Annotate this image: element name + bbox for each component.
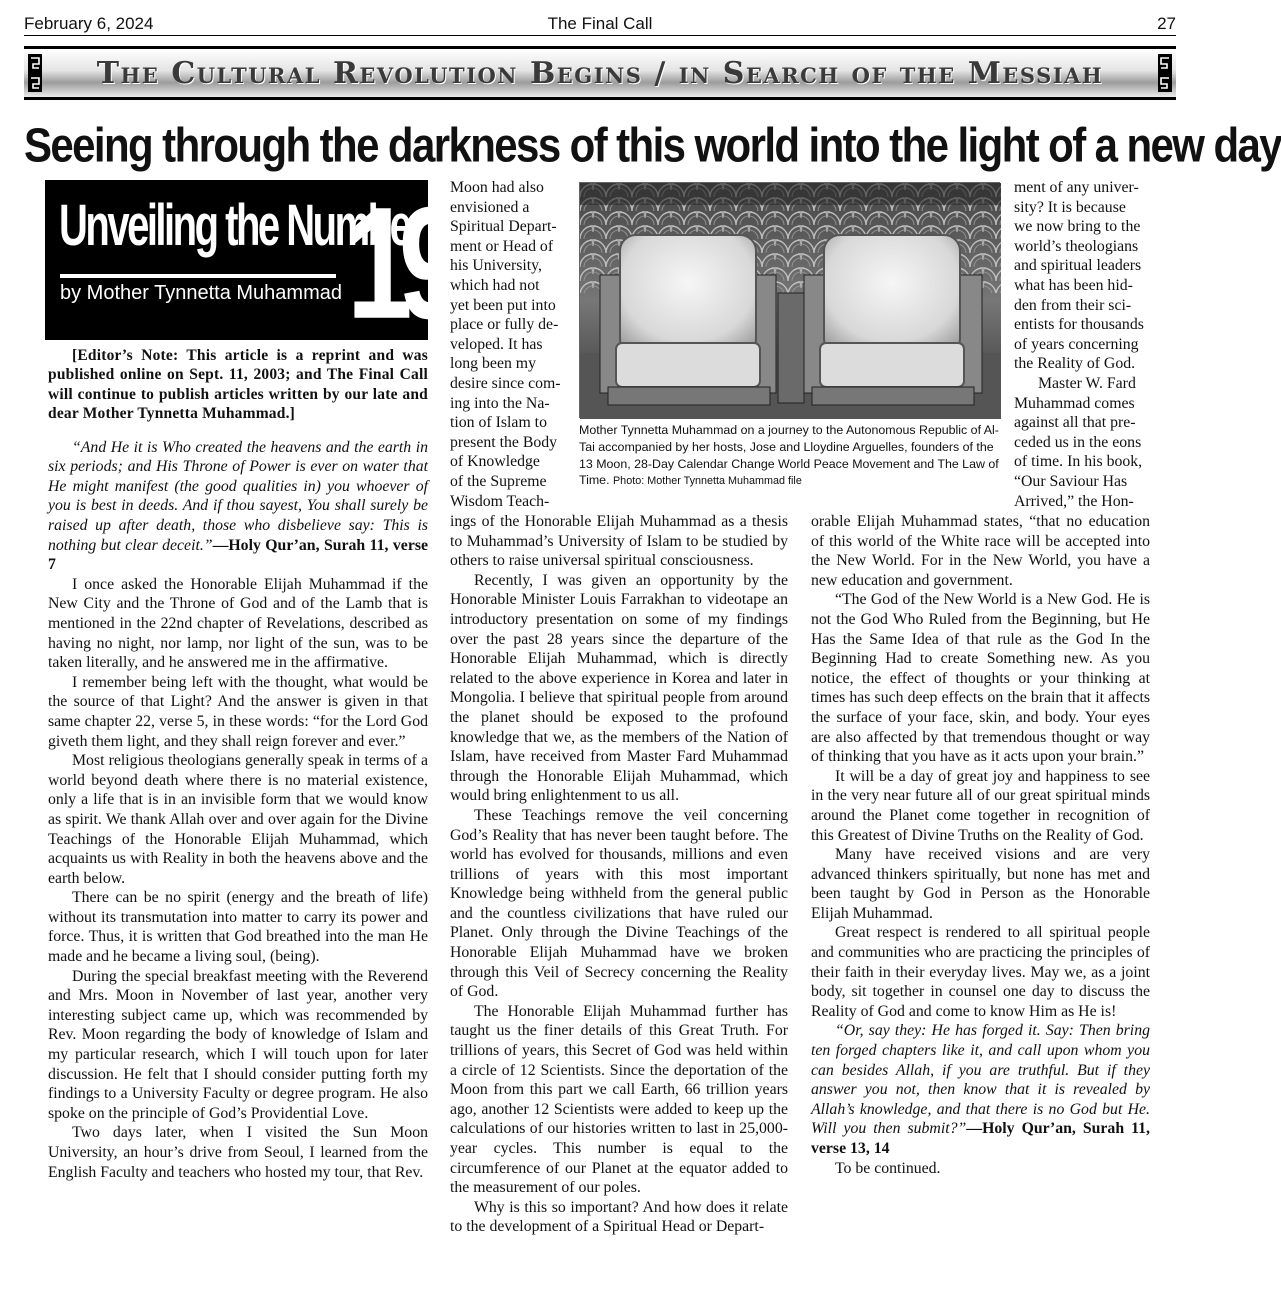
wrapped-line: sity? It is because <box>1014 198 1126 216</box>
article-column-3-wrap <box>1014 178 1150 511</box>
quote-source: —Holy Qur’an, Surah 11, verse 13, 14 <box>811 1120 1150 1157</box>
paragraph: Recently, I was given an opportunity by the Honorable Minister Louis Farrakhan to videotape an introductory presentation on some of my findings over the past 28 years since the departure of the Honorable Elijah Muhammad, which is directly related to the above experience in Korea and later in Mongolia. I believe that spiritual people from around the planet should be exposed to the profound knowledge that we, as the members of the Nation of Islam, have received from Master Fard Muhammad through the Honorable Elijah Muhammad, which would bring enlightenment to us all. <box>450 571 788 805</box>
wrapped-line: ment of any univer- <box>1014 179 1139 196</box>
issue-date: February 6, 2024 <box>24 14 154 33</box>
wrapped-line: “Our Saviour Has <box>1014 472 1128 490</box>
wrapped-line: what has been hid- <box>1014 276 1133 294</box>
paragraph: The Honorable Elijah Muhammad further has taught us the finer details of this Great Truth. For trillions of years, this Secret of God was held within a circle of 12 Scientists. Since the deportation of the Moon from this part we call Earth, 66 trillion years ago, another 12 Scientists were added to keep up the calculations of our histories written to last in 25,000-year cycles. This number is equal to the circumference of our Planet at the equator added to the measurement of our poles. <box>450 1002 788 1197</box>
ornament-icon <box>1158 54 1172 92</box>
banner-title: The Cultural Revolution Begins / in Search of the Messiah <box>96 56 1104 91</box>
wrapped-line: envisioned a <box>450 198 530 216</box>
wrapped-line: Wisdom Teach- <box>450 492 550 510</box>
paper-name: The Final Call <box>547 14 653 33</box>
logo-rule <box>60 274 336 278</box>
scripture-quote <box>48 438 428 575</box>
column-logo <box>45 174 451 353</box>
article-headline: Seeing through the darkness of this world into the light of a new day <box>24 118 1281 173</box>
paragraph: Two days later, when I visited the Sun Moon University, an hour’s drive from Seoul, I learned from the English Faculty and teachers who hosted my tour, that Rev. <box>48 1124 428 1181</box>
wrapped-line: ing into the Na- <box>450 394 550 412</box>
quote-text: “Or, say they: He has forged it. Say: Then bring ten forged chapters like it, and call upon whom you can besides Allah, if you are truthful. But if they answer you not, then know that it is revealed by Allah’s knowledge, and that there is no God but He. Will you then submit?” <box>811 1022 1150 1138</box>
wrapped-line: Muhammad comes <box>1014 394 1135 412</box>
paragraph: These Teachings remove the veil concerning God’s Reality that has never been taught before. The world has evolved for thousands, millions and even trillions of years with this most important Knowledge being withheld from the general public and the countless civilizations that have ruled our Planet. Only through the Divine Teachings of the Honorable Elijah Muhammad have we broken through this Veil of Secrecy concerning the Reality of God. <box>450 806 788 1001</box>
article-column-3 <box>811 512 1150 1178</box>
closing-note: To be continued. <box>835 1159 941 1177</box>
wrapped-line: Master W. Fard <box>1038 374 1136 392</box>
wrapped-line: and spiritual leaders <box>1014 257 1142 275</box>
paragraph: Why is this so important? And how does it relate to the development of a Spiritual Head or Depart- <box>450 1198 788 1236</box>
wrapped-line: place or fully de- <box>450 316 559 334</box>
article-column-2-wrap <box>450 178 568 511</box>
caption-text: Mother Tynnetta Muhammad on a journey to the Autonomous Republic of Al-Tai accompanied by her hosts, Jose and Lloydine Arguelles, founders of the 13 Moon, 28-Day Calendar Change World Peace Movement and The Law of Time. <box>579 423 999 488</box>
wrapped-line: ment or Head of <box>450 237 554 255</box>
wrapped-line: ceded us in the eons <box>1014 433 1142 451</box>
wrapped-line: long been my <box>450 355 536 373</box>
paragraph: orable Elijah Muhammad states, “that no education of this world of the White race will be accepted into the New World. For in the New World, you have a new education and government. <box>811 513 1150 589</box>
wrapped-line: desire since com- <box>450 374 561 392</box>
scripture-quote <box>811 1021 1150 1158</box>
wrapped-line: den from their sci- <box>1014 296 1132 314</box>
wrapped-line: Moon had also <box>450 179 544 196</box>
paragraph: I once asked the Honorable Elijah Muhammad if the New City and the Throne of God and of the Lamb that is mentioned in the 22nd chapter of Revelations, described as having no night, nor lamp, nor light of the sun, was to be taken literally, and he answered me in the affirmative. <box>48 575 428 672</box>
wrapped-line: yet been put into <box>450 296 556 314</box>
paragraph: During the special breakfast meeting with the Reverend and Mrs. Moon in November of last year, another very interesting subject came up, which was recommended by Rev. Moon regarding the body of knowledge of Islam and my particular research, which I will touch upon for later discussion. He felt that I should consider putting forth my findings to a University Faculty or degree program. He also spoke on the principle of God’s Providential Love. <box>48 967 428 1122</box>
article-photo <box>579 182 1000 418</box>
wrapped-line: of years concerning <box>1014 335 1139 353</box>
wrapped-line: veloped. It has <box>450 335 543 353</box>
wrapped-line: his University, <box>450 257 542 275</box>
wrapped-line: we now bring to the <box>1014 218 1141 236</box>
article-column-2 <box>450 512 788 1237</box>
paragraph: It will be a day of great joy and happiness to see in the very near future all of our great spiritual minds around the Planet come together in recognition of this Greatest of Divine Truths on the Reality of God. <box>811 767 1150 844</box>
wrapped-line: world’s theologians <box>1014 237 1139 255</box>
paragraph: Many have received visions and are very advanced thinkers spiritually, but none has met and been taught by God in Person as the Honorable Elijah Muhammad. <box>811 846 1150 922</box>
logo-byline: by Mother Tynnetta Muhammad <box>60 282 342 304</box>
wrapped-line: of time. In his book, <box>1014 453 1143 471</box>
article-column-1 <box>48 346 428 1182</box>
page-number: 27 <box>1157 14 1176 33</box>
thrones-photo <box>580 183 1001 419</box>
wrapped-line: of the Supreme <box>450 472 547 490</box>
section-banner <box>24 46 1176 100</box>
wrapped-line: Arrived,” the Hon- <box>1014 492 1134 510</box>
wrapped-line: which had not <box>450 276 540 294</box>
paragraph: I remember being left with the thought, what would be the source of that Light? And the answer is given in that same chapter 22, verse 5, in these words: “for the Lord God giveth them light, and they shall reign forever and ever.” <box>48 673 428 750</box>
page-header <box>24 12 1176 36</box>
paragraph: Most religious theologians generally speak in terms of a world beyond death where there is no material existence, only a life that is in an invisible form that we would know as spirit. We thank Allah over and over again for the Divine Teachings of the Honorable Elijah Muhammad, which acquaints us with Reality in both the heavens above and the earth below. <box>48 752 428 887</box>
wrapped-line: of Knowledge <box>450 453 540 471</box>
ornament-icon <box>28 54 42 92</box>
wrapped-line: against all that pre- <box>1014 414 1136 432</box>
wrapped-line: entists for thousands <box>1014 316 1144 334</box>
logo-title: Unveiling the Number <box>59 194 423 258</box>
logo-number: 19 <box>347 174 451 353</box>
photo-credit: Photo: Mother Tynnetta Muhammad file <box>612 475 802 488</box>
paragraph: Great respect is rendered to all spiritual people and communities who are practicing the principles of their faith in their everyday lives. May we, as a joint body, sit together in counsel one day to discuss the Reality of God and come to know Him as He is! <box>811 924 1150 1020</box>
paragraph: There can be no spirit (energy and the breath of life) without its transmutation into matter to carry its power and force. Thus, it is written that God breathed into the man He made and he became a living soul, (being). <box>48 889 428 966</box>
quote-text: “And He it is Who created the heavens and the earth in six periods; and His Throne of Power is ever on water that He might manifest (the good qualities in) you whoever of you is best in deeds. And if thou sayest, You shall surely be raised up after death, those who disbelieve say: This is nothing but clear deceit.” <box>48 438 428 554</box>
photo-caption <box>579 422 1000 490</box>
editor-note: [Editor’s Note: This article is a reprint and was published online on Sept. 11, 2003; and The Final Call will continue to publish articles written by our late and dear Mother Tynnetta Muhammad.] <box>48 347 428 423</box>
wrapped-line: present the Body <box>450 433 558 451</box>
paragraph: “The God of the New World is a New God. He is not the God Who Ruled from the Beginning, but He Has the Same Idea of that rule as the God In the Beginning Had to create Something new. As you notice, the effect of thoughts or your thinking at times has such deep effects on the brain that it affects the surface of your face, skin, and body. Your eyes are also affected by that tremendous thought or way of thinking that you have as it acts upon your brain.” <box>811 591 1150 766</box>
paragraph: ings of the Honorable Elijah Muhammad as a thesis to Muhammad’s University of Islam to be studied by others to raise universal spiritual consciousness. <box>450 513 788 570</box>
wrapped-line: Spiritual Depart- <box>450 218 557 236</box>
quote-source: —Holy Qur’an, Surah 11, verse 7 <box>48 536 428 574</box>
wrapped-line: tion of Islam to <box>450 414 547 432</box>
wrapped-line: the Reality of God. <box>1014 355 1136 373</box>
